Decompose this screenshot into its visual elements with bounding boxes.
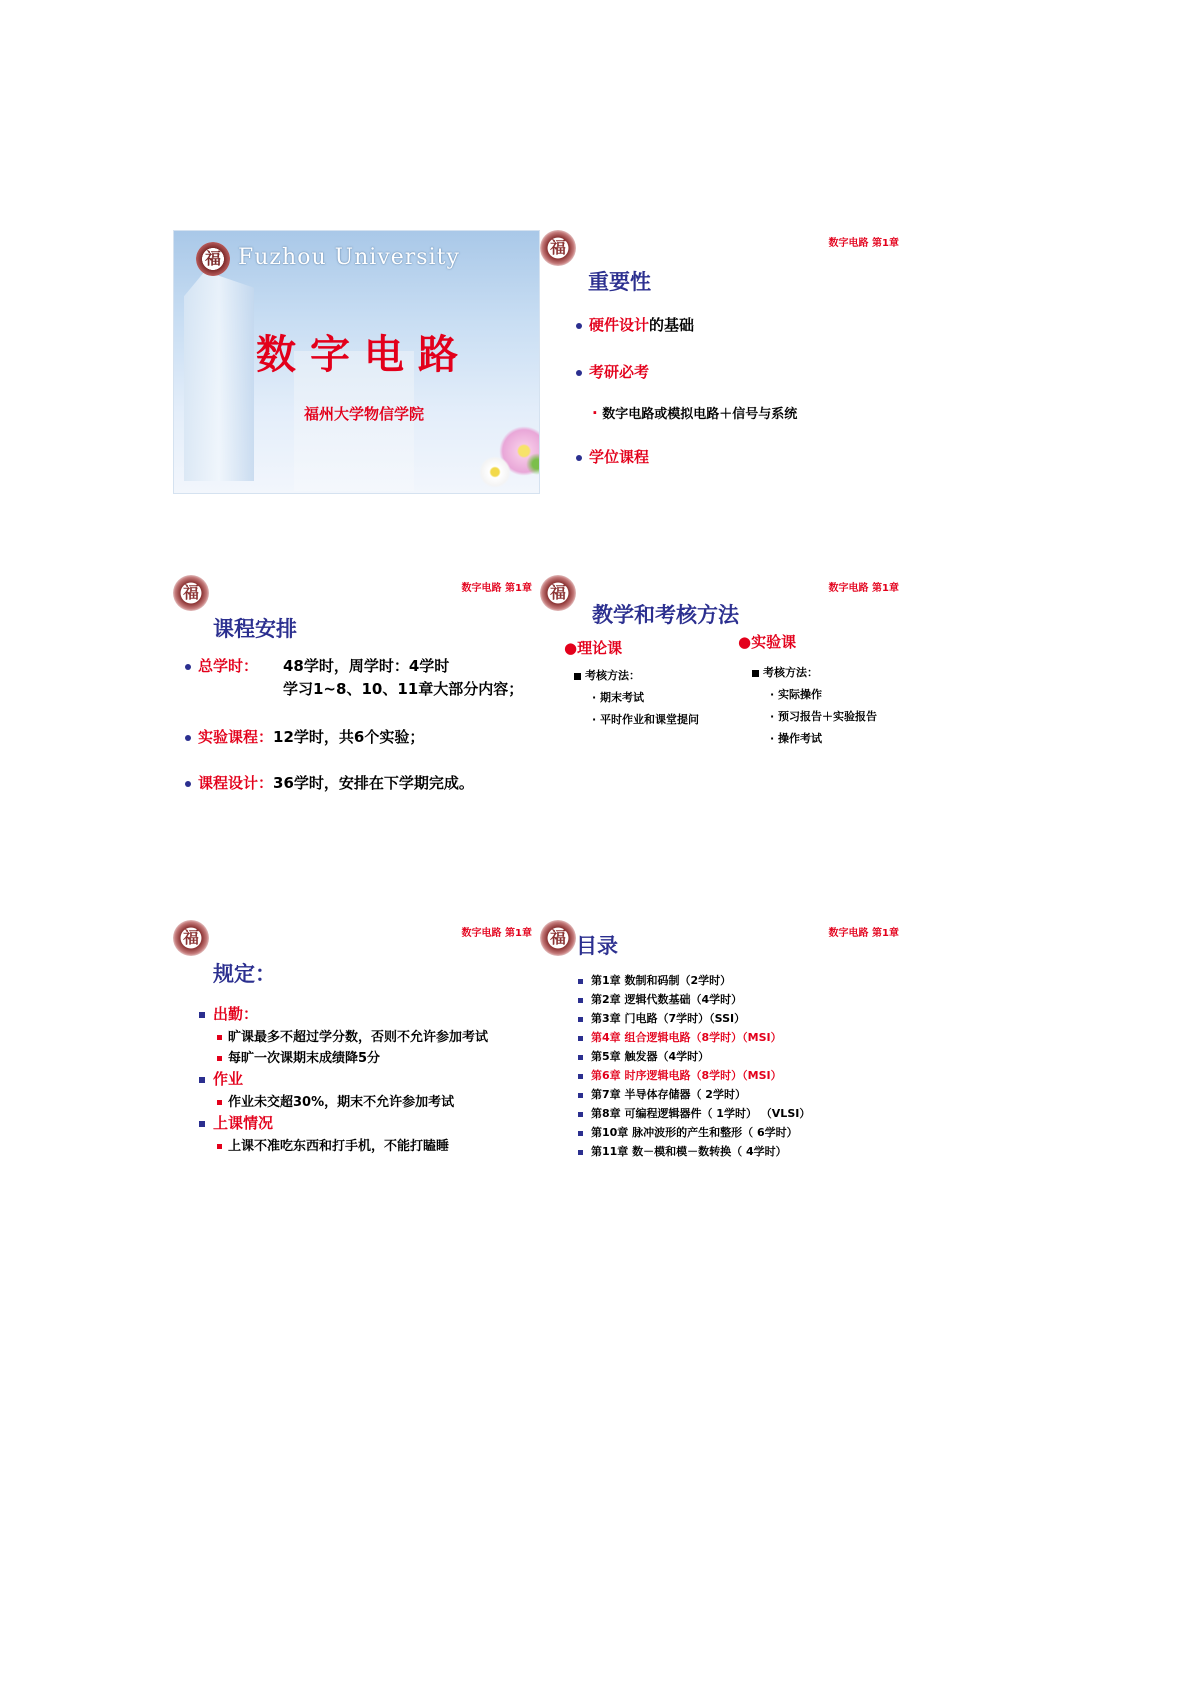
red-dot-icon: ●: [564, 639, 578, 657]
square-bullet-icon: [199, 1012, 205, 1018]
slide-header: 数字电路 第1章: [461, 583, 532, 594]
lab-hours: 实验课程：12学时，共6个实验；: [185, 726, 424, 747]
red-square-icon: [217, 1144, 222, 1149]
university-logo-icon: 福: [540, 575, 576, 611]
cover-title: 数字电路: [256, 332, 472, 378]
red-dot-icon: ●: [738, 633, 752, 651]
university-logo-icon: 福: [173, 920, 209, 956]
flower-graphic-2: [479, 456, 511, 488]
square-bullet-icon: [574, 673, 581, 680]
rules-slide: [173, 920, 538, 1182]
attendance-heading: 出勤：: [199, 1003, 258, 1024]
teaching-slide: [540, 575, 905, 837]
theory-heading: ●理论课: [564, 639, 623, 657]
toc-item: 第10章 脉冲波形的产生和整形（ 6学时）: [578, 1124, 798, 1140]
cover-subtitle: 福州大学物信学院: [303, 405, 424, 423]
bullet-icon: [185, 664, 191, 670]
sub-bullet-icon: ·: [592, 404, 598, 422]
bullet-icon: [185, 735, 191, 741]
design-hours: 课程设计：36学时，安排在下学期完成。: [185, 772, 474, 793]
square-bullet-icon: [578, 1131, 583, 1136]
class-heading: 上课情况: [199, 1112, 273, 1133]
homework-heading: 作业: [199, 1068, 243, 1089]
toc-item: 第5章 触发器（4学时）: [578, 1048, 709, 1064]
slide-title: 规定：: [213, 962, 276, 986]
square-bullet-icon: [199, 1077, 205, 1083]
class-item: 上课不准吃东西和打手机，不能打瞌睡: [217, 1135, 449, 1154]
toc-item: 第2章 逻辑代数基础（4学时）: [578, 991, 742, 1007]
slide-title: 课程安排: [213, 617, 297, 641]
square-bullet-icon: [578, 1017, 583, 1022]
slide-title: 目录: [576, 934, 618, 958]
bullet-degree: 学位课程: [576, 446, 649, 467]
total-hours: 总学时：: [185, 655, 258, 676]
slide-header: 数字电路 第1章: [828, 583, 899, 594]
theory-item: · 平时作业和课堂提问: [592, 713, 700, 726]
toc-item: 第3章 门电路（7学时）（SSI）: [578, 1010, 745, 1026]
slide-header: 数字电路 第1章: [828, 238, 899, 249]
red-square-icon: [217, 1056, 222, 1061]
lab-item: · 操作考试: [770, 732, 823, 745]
square-bullet-icon: [578, 1093, 583, 1098]
cover-slide: [173, 230, 540, 494]
square-bullet-icon: [578, 1112, 583, 1117]
university-name-en: Fuzhou University: [238, 245, 460, 270]
square-bullet-icon: [578, 1055, 583, 1060]
bullet-hardware: 硬件设计的基础: [576, 314, 694, 335]
slide-header: 数字电路 第1章: [461, 928, 532, 939]
lab-method: 考核方法：: [752, 664, 818, 680]
attendance-item: 旷课最多不超过学分数，否则不允许参加考试: [217, 1026, 488, 1045]
university-logo-icon: 福: [540, 230, 576, 266]
toc-item: 第7章 半导体存储器（ 2学时）: [578, 1086, 746, 1102]
toc-item: 第8章 可编程逻辑器件（ 1学时） （VLSI）: [578, 1105, 810, 1121]
lab-item: · 预习报告＋实验报告: [770, 710, 878, 723]
square-bullet-icon: [752, 670, 759, 677]
total-hours-detail: 学习1~8、10、11章大部分内容；: [283, 680, 524, 698]
bullet-icon: [185, 781, 191, 787]
homework-item: 作业未交超30%，期末不允许参加考试: [217, 1091, 454, 1110]
lab-item: · 实际操作: [770, 688, 823, 701]
toc-item: 第11章 数－模和模－数转换（ 4学时）: [578, 1143, 787, 1159]
square-bullet-icon: [578, 998, 583, 1003]
square-bullet-icon: [578, 979, 583, 984]
theory-method: 考核方法：: [574, 667, 640, 683]
lab-heading: ●实验课: [738, 633, 797, 651]
toc-item: 第4章 组合逻辑电路（8学时）（MSI）: [578, 1029, 782, 1045]
schedule-slide: [173, 575, 538, 837]
total-hours-value: 48学时，周学时：4学时: [283, 657, 450, 675]
bullet-icon: [576, 323, 582, 329]
bullet-exam: 考研必考: [576, 361, 649, 382]
university-logo: 福: [196, 242, 230, 276]
importance-slide: [540, 230, 905, 492]
sub-bullet-exam: · 数字电路或模拟电路＋信号与系统: [592, 404, 798, 422]
square-bullet-icon: [578, 1150, 583, 1155]
slide-title: 重要性: [588, 270, 651, 294]
toc-slide: [540, 920, 905, 1182]
university-logo-icon: 福: [540, 920, 576, 956]
square-bullet-icon: [578, 1074, 583, 1079]
red-square-icon: [217, 1035, 222, 1040]
square-bullet-icon: [578, 1036, 583, 1041]
theory-item: · 期末考试: [592, 691, 645, 704]
attendance-item: 每旷一次课期末成绩降5分: [217, 1047, 380, 1066]
bullet-icon: [576, 370, 582, 376]
university-logo-icon: 福: [173, 575, 209, 611]
square-bullet-icon: [199, 1121, 205, 1127]
toc-item: 第1章 数制和码制（2学时）: [578, 972, 731, 988]
red-square-icon: [217, 1100, 222, 1105]
toc-item: 第6章 时序逻辑电路（8学时）（MSI）: [578, 1067, 782, 1083]
slide-header: 数字电路 第1章: [828, 928, 899, 939]
slide-title: 教学和考核方法: [592, 603, 739, 627]
bullet-icon: [576, 455, 582, 461]
